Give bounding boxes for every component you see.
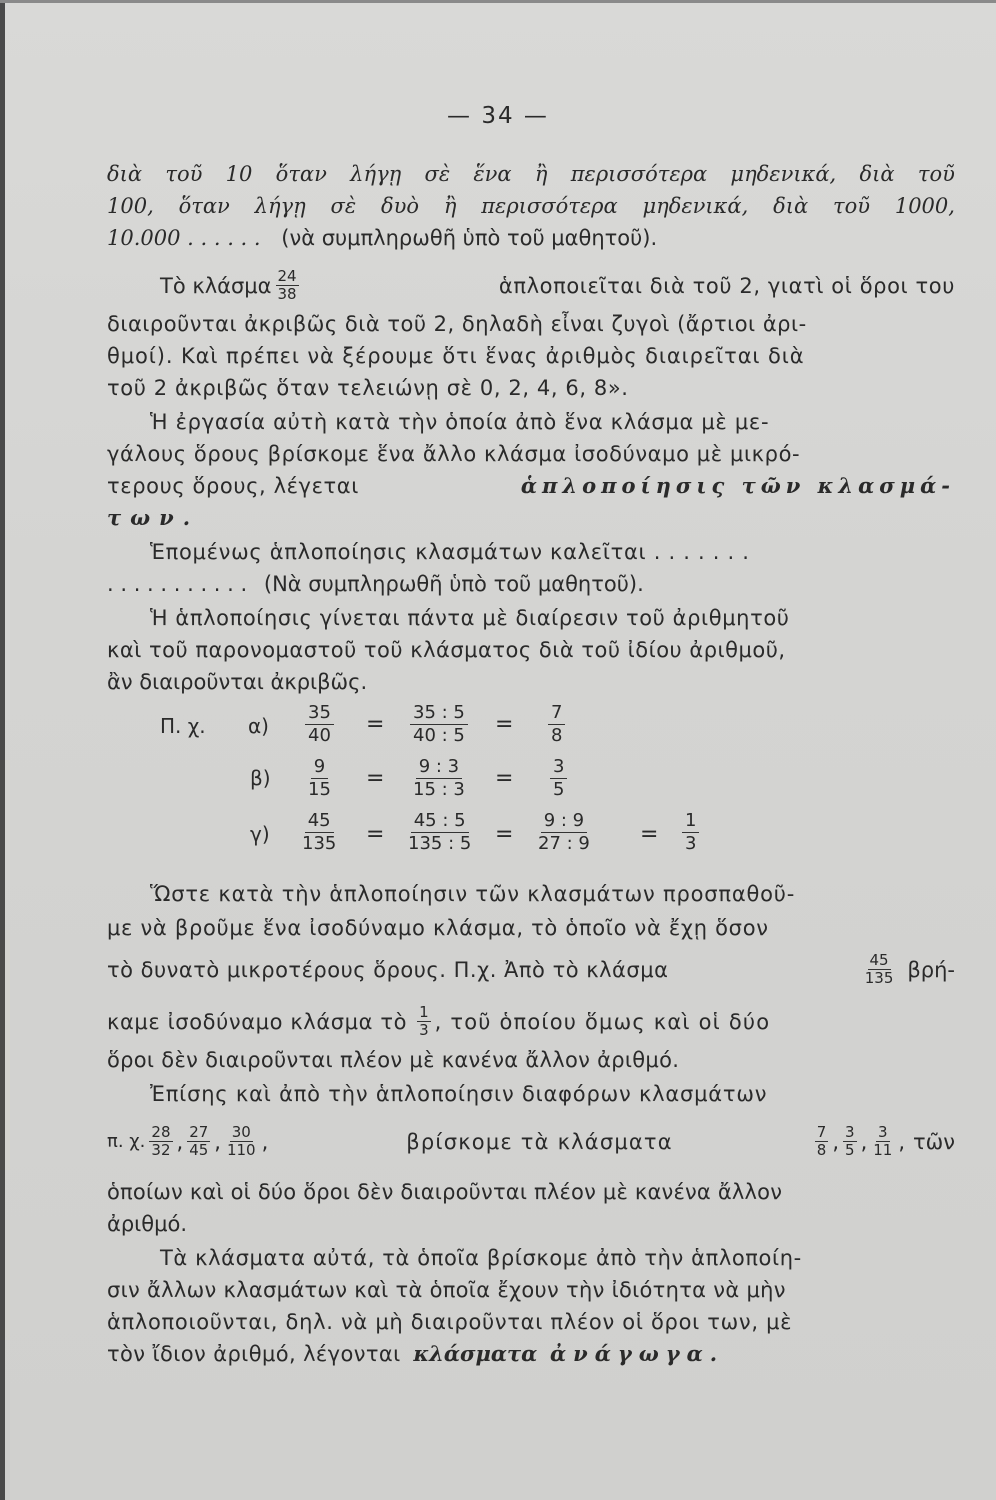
text-line-29 (107, 1340, 955, 1368)
word: λήγῃ (254, 194, 306, 218)
fraction (225, 1124, 258, 1159)
text-line-27: σιν ἄλλων κλασμάτων καὶ τὰ ὁποῖα ἔχουν τὴν ἰδιότητα νὰ μὴν (107, 1278, 786, 1302)
fraction-1-3 (417, 1004, 431, 1039)
equals-sign: = (640, 822, 659, 847)
text: Τὸ κλάσμα (160, 273, 272, 298)
example-c-fraction-1 (302, 810, 336, 855)
denominator: 15 : 3 (413, 779, 465, 800)
word: 100, (107, 194, 154, 218)
text-line-9: γάλους ὅρους βρίσκομε ἕνα ἄλλο κλάσμα ἰσοδύναμο μὲ μικρό- (107, 442, 801, 466)
numerator: 1 (682, 810, 699, 833)
dotted-blank: . . . . . . . . . . . (107, 572, 248, 596)
word: διὰ (859, 162, 895, 186)
fraction (871, 1124, 894, 1159)
denominator: 8 (816, 1141, 827, 1159)
denominator: 5 (553, 779, 565, 800)
example-a-mark: α) (248, 714, 269, 738)
numerator: 45 (869, 951, 889, 969)
text-line-19 (107, 952, 955, 987)
text: καμε ἰσοδύναμο κλάσμα τὸ (107, 1009, 408, 1034)
word: ὅταν (275, 162, 327, 186)
text-line-18: με νὰ βροῦμε ἕνα ἰσοδύναμο κλάσμα, τὸ ὁποῖο νὰ ἔχῃ ὅσον (107, 916, 769, 940)
word: 10 (225, 162, 253, 186)
text-line-3 (107, 224, 955, 252)
denominator: 5 (845, 1141, 855, 1159)
example-c-mark: γ) (250, 822, 270, 846)
text-line-25: ἀριθμό. (107, 1212, 188, 1236)
text-line-21: ὅροι δὲν διαιροῦνται πλέον μὲ κανένα ἄλλον ἀριθμό. (107, 1048, 680, 1072)
example-c-fraction-4 (682, 810, 699, 855)
denominator: 3 (419, 1021, 429, 1039)
text-line-6: θμοί). Καὶ πρέπει νὰ ξέρουμε ὅτι ἕνας ἀριθμὸς διαιρεῖται διὰ (107, 344, 805, 368)
text-line-28: ἁπλοποιοῦνται, δηλ. νὰ μὴ διαιροῦνται πλέον οἱ ὅροι των, μὲ (107, 1310, 793, 1334)
page-edge-top (0, 0, 996, 3)
text-line-20 (107, 1004, 955, 1039)
equals-sign: = (495, 712, 514, 737)
text-line-8: Ἡ ἐργασία αὐτὴ κατὰ τὴν ὁποία ἀπὸ ἕνα κλάσμα μὲ με- (150, 410, 770, 434)
word: τοῦ (165, 162, 203, 186)
page-edge-shadow (0, 0, 5, 1500)
text: βρή- (907, 957, 955, 982)
word: μηδενικά, (730, 162, 837, 186)
text-line-12: Ἑπομένως ἁπλοποίησις κλασμάτων καλεῖται . . . . . . . (150, 540, 750, 564)
dotted-blank: 10.000 . . . . . . (107, 226, 261, 250)
equals-sign: = (366, 712, 385, 737)
fraction (843, 1124, 857, 1159)
numerator: 7 (816, 1123, 827, 1141)
word: σὲ (424, 162, 451, 186)
denominator: 27 : 9 (538, 833, 590, 854)
text-line-24: ὁποίων καὶ οἱ δύο ὅροι δὲν διαιροῦνται πλέον μὲ κανένα ἄλλον (107, 1180, 783, 1204)
fill-instruction: (Νὰ συμπληρωθῆ ὑπὸ τοῦ μαθητοῦ). (263, 572, 644, 596)
numerator: 1 (419, 1003, 429, 1021)
example-a-fraction-3 (548, 702, 565, 747)
text: π. χ. (107, 1130, 146, 1152)
word: ἢ (443, 194, 457, 218)
text-line-15: καὶ τοῦ παρονομαστοῦ τοῦ κλάσματος διὰ τοῦ ἰδίου ἀριθμοῦ, (107, 638, 786, 662)
word: ὅταν (178, 194, 230, 218)
numerator: 7 (548, 702, 565, 725)
example-a-fraction-1 (305, 702, 334, 747)
text: βρίσκομε τὰ κλάσματα (406, 1129, 673, 1154)
text-line-2 (107, 192, 955, 220)
word: μηδενικά, (642, 194, 749, 218)
fraction-24-38 (276, 268, 299, 303)
denominator: 135 (302, 833, 337, 854)
text-line-10 (107, 472, 955, 500)
word: διὰ (107, 162, 143, 186)
term-irreducible-1: κλάσματα (413, 1341, 538, 1366)
numerator: 9 : 3 (416, 756, 462, 779)
text-line-23: π. χ. $\frac{28}{32}$ , $\frac{27}{45}$ , $\frac{30}{110}$ , βρίσκομε τὰ κλάσματα $\frac{7}{8}$ , $\frac{3}{5}$ , $\frac{3}{11}$ , τῶν (107, 1123, 955, 1159)
word: ἕνα (473, 162, 512, 186)
example-b-mark: β) (250, 766, 271, 790)
word: 1000, (894, 194, 955, 218)
fraction (187, 1124, 210, 1159)
text-line-5: διαιροῦνται ἀκριβῶς διὰ τοῦ 2, δηλαδὴ εἶναι ζυγοὶ (ἄρτιοι ἀρι- (107, 312, 807, 336)
text-line-11: των. (107, 505, 200, 530)
word: τοῦ (917, 162, 955, 186)
word: σὲ (330, 194, 357, 218)
text-line-13 (107, 570, 955, 598)
word: περισσότερα (481, 194, 618, 218)
numerator: 35 : 5 (410, 702, 468, 725)
denominator: 38 (277, 285, 297, 303)
example-label: Π. χ. (160, 714, 206, 738)
page-number: — 34 — (447, 103, 549, 129)
example-c-fraction-2 (408, 810, 471, 855)
term-irreducible-2: ἀνάγωγα. (550, 1341, 725, 1366)
word: περισσότερα (570, 162, 708, 186)
text-line-14: Ἡ ἁπλοποίησις γίνεται πάντα μὲ διαίρεσιν τοῦ ἀριθμητοῦ (150, 606, 790, 630)
text-line-1 (107, 160, 955, 188)
text-line-26: Τὰ κλάσματα αὐτά, τὰ ὁποῖα βρίσκομε ἀπὸ τὴν ἁπλοποίη- (160, 1246, 802, 1270)
text: τὸ δυνατὸ μικροτέρους ὅρους. Π.χ. Ἀπὸ τὸ κλάσμα (107, 957, 669, 982)
text-line-16: ἂν διαιροῦνται ἀκριβῶς. (107, 670, 368, 694)
word: τοῦ (832, 194, 870, 218)
denominator: 3 (685, 833, 697, 854)
numerator: 45 : 5 (411, 810, 469, 833)
text-line-4 (160, 268, 955, 303)
term-simplification: ἁπλοποίησις τῶν κλασμά- (520, 473, 955, 498)
example-b-fraction-1 (308, 756, 331, 801)
numerator: 45 (305, 810, 334, 833)
denominator: 11 (873, 1141, 893, 1159)
numerator: 3 (845, 1123, 855, 1141)
example-a-fraction-2 (410, 702, 468, 747)
equals-sign: = (366, 766, 385, 791)
denominator: 135 (864, 969, 894, 987)
denominator: 40 (308, 725, 331, 746)
text-line-7: τοῦ 2 ἀκριβῶς ὅταν τελειώνῃ σὲ 0, 2, 4, 6, 8». (107, 376, 629, 400)
text: τὸν ἴδιον ἀριθμό, λέγονται (107, 1342, 401, 1366)
text-line-17: Ὥστε κατὰ τὴν ἁπλοποίησιν τῶν κλασμάτων προσπαθοῦ- (150, 882, 796, 906)
numerator: 9 : 9 (541, 810, 587, 833)
numerator: 24 (277, 267, 297, 285)
example-c-fraction-3 (538, 810, 590, 855)
denominator: 32 (151, 1141, 171, 1159)
text-line-22: Ἐπίσης καὶ ἀπὸ τὴν ἁπλοποίησιν διαφόρων κλασμάτων (150, 1082, 768, 1106)
word: δυὸ (380, 194, 419, 218)
text: τερους ὅρους, λέγεται (107, 474, 359, 498)
denominator: 110 (226, 1141, 256, 1159)
denominator: 15 (308, 779, 331, 800)
numerator: 35 (305, 702, 334, 725)
denominator: 40 : 5 (413, 725, 465, 746)
numerator: 9 (311, 756, 328, 779)
denominator: 135 : 5 (408, 833, 472, 854)
numerator: 27 (189, 1123, 209, 1141)
example-b-fraction-3 (550, 756, 567, 801)
fill-instruction: (νὰ συμπληρωθῆ ὑπὸ τοῦ μαθητοῦ). (281, 226, 658, 250)
denominator: 8 (551, 725, 563, 746)
numerator: 28 (151, 1123, 171, 1141)
text: ἁπλοποιεῖται διὰ τοῦ 2, γιατὶ οἱ ὅροι του (498, 273, 955, 298)
equals-sign: = (366, 822, 385, 847)
fraction (815, 1124, 829, 1159)
word: λήγῃ (350, 162, 402, 186)
numerator: 30 (231, 1123, 251, 1141)
denominator: 45 (189, 1141, 209, 1159)
fraction-45-135 (863, 952, 896, 987)
fraction (149, 1124, 172, 1159)
text: τῶν (913, 1129, 955, 1154)
numerator: 3 (878, 1123, 888, 1141)
word: διὰ (773, 194, 809, 218)
equals-sign: = (495, 822, 514, 847)
numerator: 3 (550, 756, 567, 779)
text: , τοῦ ὁποίου ὅμως καὶ οἱ δύο (434, 1009, 771, 1034)
word: ἢ (534, 162, 548, 186)
example-b-fraction-2 (413, 756, 465, 801)
equals-sign: = (495, 766, 514, 791)
